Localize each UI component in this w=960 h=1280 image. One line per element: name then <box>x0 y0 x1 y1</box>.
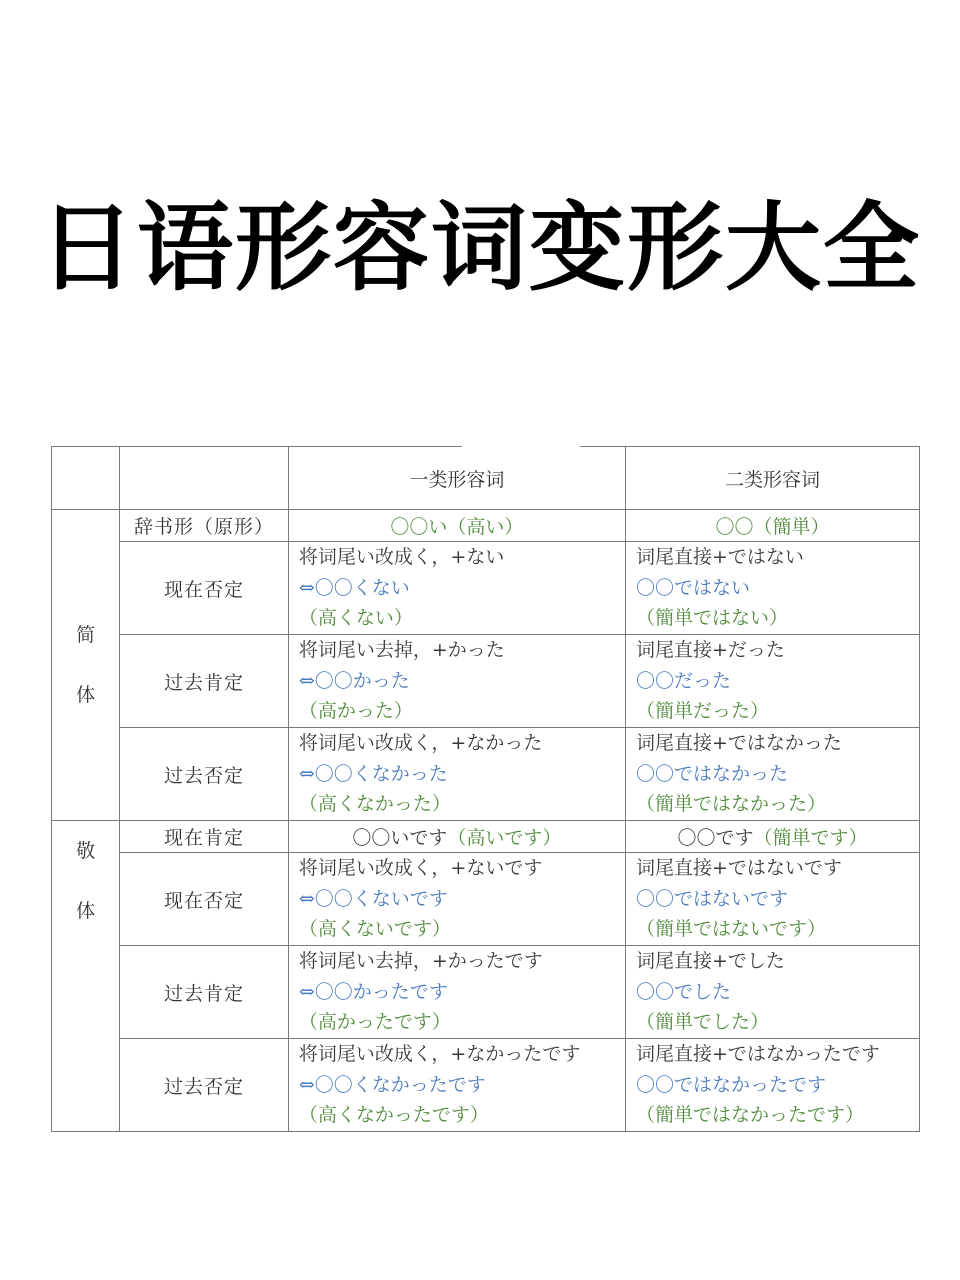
na-adj-cell <box>625 821 919 853</box>
header-i-adjective: 一类形容词 <box>288 447 625 510</box>
example-text: （高くなかった） <box>298 793 451 815</box>
header-na-adjective: 二类形容词 <box>625 447 919 510</box>
form-text: ⇔〇〇くなかったです <box>298 1073 486 1096</box>
table-row <box>52 542 920 635</box>
base-text: 〇〇いです <box>352 827 448 849</box>
na-adj-cell <box>625 946 919 1039</box>
form-text: 〇〇ではない <box>635 576 750 599</box>
form-text: 〇〇ではなかった <box>635 762 788 785</box>
example-text: （高くないです） <box>298 918 451 940</box>
i-adj-cell <box>288 946 625 1039</box>
example-text: 〇〇（簡単） <box>715 516 830 538</box>
top-border-gap <box>462 440 580 452</box>
na-adj-cell <box>625 1039 919 1132</box>
i-adj-cell <box>288 510 625 542</box>
na-adj-cell <box>625 635 919 728</box>
page-title: 日语形容词变形大全 <box>39 192 921 304</box>
row-label: 过去肯定 <box>120 946 289 1039</box>
form-text: ⇔〇〇くない <box>298 576 410 599</box>
row-label: 过去肯定 <box>120 635 289 728</box>
i-adj-cell <box>288 821 625 853</box>
form-text: 〇〇だった <box>635 669 731 692</box>
row-label: 过去否定 <box>120 728 289 821</box>
na-adj-cell <box>625 510 919 542</box>
row-label: 现在肯定 <box>120 821 289 853</box>
table-row <box>52 635 920 728</box>
na-adj-cell <box>625 728 919 821</box>
row-label: 辞书形（原形） <box>120 510 289 542</box>
row-label: 过去否定 <box>120 1039 289 1132</box>
example-text: 〇〇い（高い） <box>390 516 524 538</box>
example-text: （簡単です） <box>753 827 868 849</box>
i-adj-cell <box>288 1039 625 1132</box>
header-row <box>52 447 920 510</box>
header-empty-2 <box>120 447 289 510</box>
rule-text: 将词尾い改成く，+なかったです <box>298 1043 581 1065</box>
form-text: 〇〇でした <box>635 980 731 1003</box>
example-text: （高くない） <box>298 607 413 629</box>
form-text: 〇〇ではないです <box>635 887 788 910</box>
rule-text: 词尾直接+でした <box>635 950 785 972</box>
rule-text: 词尾直接+ではなかったです <box>635 1043 880 1065</box>
example-text: （高いです） <box>447 827 562 849</box>
rule-text: 词尾直接+ではないです <box>635 857 842 879</box>
table-row <box>52 510 920 542</box>
example-text: （簡単ではなかったです） <box>635 1104 864 1126</box>
na-adj-cell <box>625 542 919 635</box>
i-adj-cell <box>288 853 625 946</box>
table-row <box>52 1039 920 1132</box>
example-text: （高かった） <box>298 700 413 722</box>
conjugation-table <box>51 446 920 1132</box>
rule-text: 将词尾い改成く，+ない <box>298 546 505 568</box>
example-text: （簡単だった） <box>635 700 769 722</box>
table-row <box>52 946 920 1039</box>
rule-text: 将词尾い去掉，+かった <box>298 639 505 661</box>
table-row <box>52 821 920 853</box>
rule-text: 词尾直接+ではない <box>635 546 804 568</box>
form-text: ⇔〇〇くないです <box>298 887 448 910</box>
base-text: 〇〇です <box>677 827 754 849</box>
row-label: 现在否定 <box>120 542 289 635</box>
row-label: 现在否定 <box>120 853 289 946</box>
table-row <box>52 853 920 946</box>
example-text: （高くなかったです） <box>298 1104 489 1126</box>
i-adj-cell <box>288 728 625 821</box>
group-label-plain: 简 体 <box>52 510 120 821</box>
rule-text: 词尾直接+ではなかった <box>635 732 842 754</box>
example-text: （簡単ではない） <box>635 607 788 629</box>
example-text: （簡単でした） <box>635 1011 769 1033</box>
form-text: ⇔〇〇かった <box>298 669 410 692</box>
form-text: ⇔〇〇かったです <box>298 980 448 1003</box>
na-adj-cell <box>625 853 919 946</box>
group-label-polite: 敬 体 <box>52 821 120 1132</box>
rule-text: 将词尾い改成く，+なかった <box>298 732 543 754</box>
rule-text: 将词尾い去掉，+かったです <box>298 950 543 972</box>
rule-text: 将词尾い改成く，+ないです <box>298 857 543 879</box>
example-text: （高かったです） <box>298 1011 451 1033</box>
i-adj-cell <box>288 542 625 635</box>
form-text: 〇〇ではなかったです <box>635 1073 826 1096</box>
rule-text: 词尾直接+だった <box>635 639 785 661</box>
example-text: （簡単ではなかった） <box>635 793 826 815</box>
header-empty-1 <box>52 447 120 510</box>
example-text: （簡単ではないです） <box>635 918 826 940</box>
table-row <box>52 728 920 821</box>
form-text: ⇔〇〇くなかった <box>298 762 448 785</box>
i-adj-cell <box>288 635 625 728</box>
